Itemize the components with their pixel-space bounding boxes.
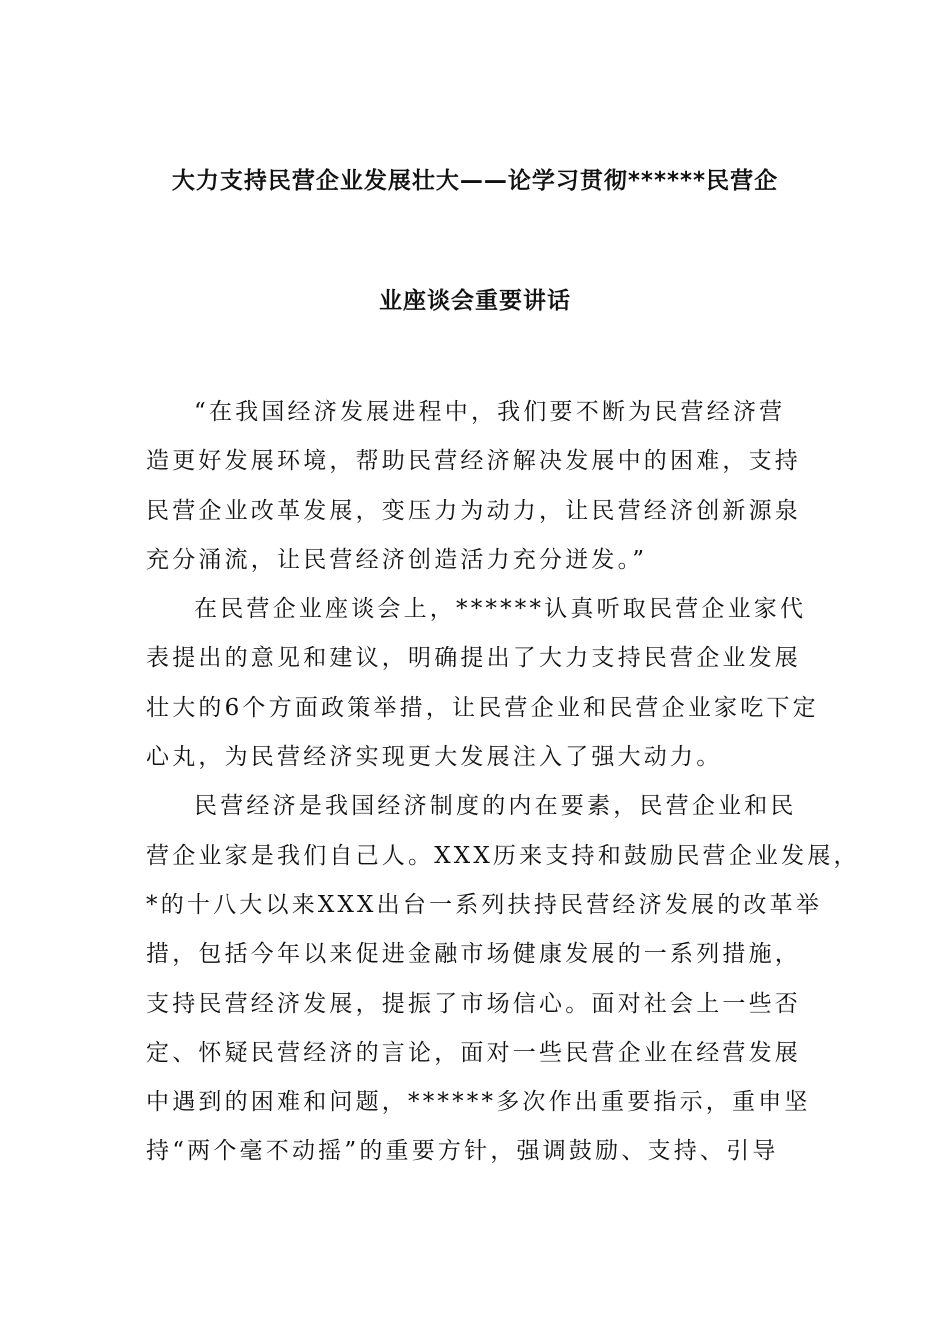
paragraph-2-line-2: 表提出的意见和建议，明确提出了大力支持民营企业发展 <box>146 645 801 672</box>
paragraph-1-line-2: 造更好发展环境，帮助民营经济解决发展中的困难，支持 <box>146 448 801 475</box>
paragraph-3-line-3: *的十八大以来XXX出台一系列扶持民营经济发展的改革举 <box>146 891 823 918</box>
paragraph-1-line-3: 民营企业改革发展，变压力为动力，让民营经济创新源泉 <box>146 497 801 524</box>
paragraph-2-line-4: 心丸，为民营经济实现更大发展注入了强大动力。 <box>146 744 723 771</box>
paragraph-2-line-1: 在民营企业座谈会上，******认真听取民营企业家代 <box>194 596 807 623</box>
document-body <box>146 388 860 1177</box>
paragraph-3-line-2: 营企业家是我们自己人。XXX历来支持和鼓励民营企业发展， <box>146 842 860 869</box>
paragraph-3-line-4: 措，包括今年以来促进金融市场健康发展的一系列措施， <box>146 941 801 968</box>
document-title-line-1: 大力支持民营企业发展壮大——论学习贯彻******民营企 <box>171 168 779 194</box>
paragraph-3-line-1: 民营经济是我国经济制度的内在要素，民营企业和民 <box>194 793 797 820</box>
paragraph-3-line-5: 支持民营经济发展，提振了市场信心。面对社会上一些否 <box>146 990 801 1017</box>
paragraph-1-line-1: “在我国经济发展进程中，我们要不断为民营经济营 <box>194 399 786 425</box>
paragraph-1-line-4: 充分涌流，让民营经济创造活力充分迸发。” <box>146 546 648 573</box>
paragraph-2-line-3: 壮大的6个方面政策举措，让民营企业和民营企业家吃下定 <box>146 694 819 721</box>
document-title-line-2: 业座谈会重要讲话 <box>379 288 571 314</box>
paragraph-3-line-8: 持“两个毫不动摇”的重要方针，强调鼓励、支持、引导 <box>146 1138 779 1165</box>
paragraph-3-line-6: 定、怀疑民营经济的言论，面对一些民营企业在经营发展 <box>146 1039 801 1066</box>
paragraph-3-line-7: 中遇到的困难和问题，******多次作出重要指示，重申坚 <box>146 1089 811 1116</box>
